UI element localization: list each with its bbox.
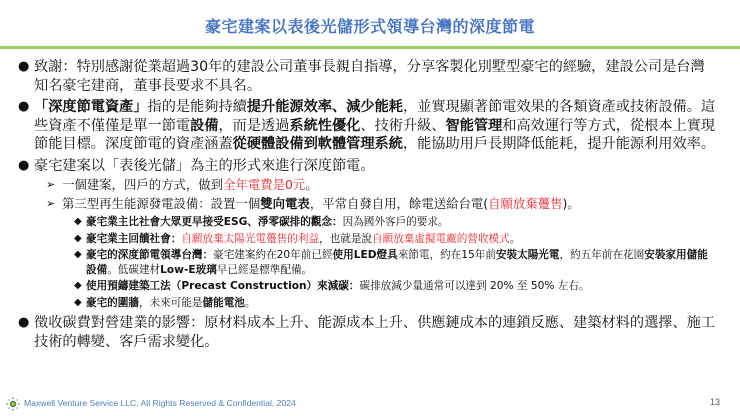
bullet-carbon-fee-impact [0, 314, 740, 351]
point-heading: 豪宅業主回饋社會： [86, 232, 182, 245]
emphasis-storage: 安裝家用儲能設備 [86, 249, 708, 276]
point-esg-adoption [0, 215, 740, 230]
highlight-waive-vpp: 自願放棄虛擬電廠的營收模式 [372, 232, 510, 245]
page-number: 13 [709, 397, 720, 407]
point-wall-battery [0, 296, 740, 311]
text-segment: 。 [509, 232, 521, 245]
emphasis-led: 使用LED燈具 [332, 249, 398, 261]
text-segment: 早已經是標準配備。 [216, 263, 313, 276]
text-segment: 一個建案，四戶的方式，做到 [62, 177, 224, 192]
company-logo-icon [6, 397, 20, 411]
emphasis-smart-management: 智能管理 [445, 117, 503, 134]
text-segment: 。 [244, 296, 256, 309]
point-give-back [0, 232, 740, 247]
text-segment: 、技術升級、 [360, 117, 446, 134]
sub-bullet-bidirectional-meter [0, 195, 740, 213]
text-segment: 。 [305, 177, 318, 192]
text-segment: )。 [562, 195, 580, 211]
text-segment: ，能協助用戶長期降低能耗，提升能源利用效率。 [402, 136, 716, 152]
emphasis-hardware-to-software: 從硬體設備到軟體管理系統 [232, 136, 403, 152]
bullet-icon: ● [18, 99, 30, 114]
bullet-acknowledgement [0, 58, 740, 95]
text-segment: 碳排放減少量通常可以達到 20% 至 50% 左右。 [359, 280, 590, 292]
emphasis-low-e: Low-E玻璃 [160, 263, 217, 276]
text-segment: ，約五年前在花園 [559, 249, 645, 261]
text-segment: ，平常自發自用，餘電送給台電( [309, 195, 489, 211]
point-heading: 豪宅的深度節電領導台灣： [86, 249, 214, 261]
arrow-icon: ➢ [46, 196, 56, 210]
highlight-zero-bill: 全年電費是0元 [223, 177, 306, 192]
bullet-icon: ● [18, 157, 30, 173]
diamond-icon: ◆ [74, 216, 82, 227]
diamond-icon: ◆ [74, 280, 82, 291]
slide-title: 豪宅建案以表後光儲形式領導台灣的深度節電 [204, 17, 535, 36]
text-segment: 指的是能夠持續 [147, 99, 247, 115]
text-segment: 豪宅建案約在20年前已經 [213, 249, 333, 261]
text-segment: 和高效運行等方式，從根本上實現節能目標。深度節電的資產涵蓋 [34, 117, 716, 152]
bullet-text: 豪宅建案以「表後光儲」為主的形式來進行深度節電。 [34, 157, 375, 174]
bullet-text: 致謝：特別感謝從業超過30年的建設公司董事長親自指導，分享客製化別墅型豪宅的經驗，建設公司是台灣知名豪宅建商，董事長要求不具名。 [34, 59, 705, 94]
bullet-icon: ● [18, 59, 30, 74]
bullet-deep-saving-assets [0, 98, 740, 154]
text-segment: 來節電，約在15年前 [397, 249, 496, 261]
copyright-text: Maxwell Venture Service LLC, All Rights Reserved & Confidential, 2024 [24, 398, 296, 408]
bullet-icon: ● [18, 315, 30, 330]
emphasis-efficiency: 提升能源效率 [246, 99, 332, 115]
bullet-text: 徵收碳費對營建業的影響：原材料成本上升、能源成本上升、供應鏈成本的連鎖反應、建築材料的選擇、施工技術的轉變、客戶需求變化。 [34, 315, 716, 350]
text-segment: ，而是透過 [218, 117, 290, 134]
emphasis-equipment: 設備 [190, 117, 219, 134]
diamond-icon: ◆ [74, 296, 82, 308]
text-segment: 因為國外客戶的要求。 [342, 216, 449, 228]
slide-footer [0, 396, 740, 416]
emphasis-solar: 安裝太陽光電 [495, 249, 560, 261]
point-heading: 使用預鑄建築工法（Precast Construction）來減碳： [86, 280, 360, 292]
highlight-waive-profit: 自願放棄太陽光電躉售的利益 [181, 232, 320, 245]
text-segment: ，未來可能是 [138, 296, 203, 309]
text-segment: ，並實現顯著節電效果的各類資產或技術設備。這些資產不僅僅是單一節電 [34, 99, 716, 134]
point-precast [0, 279, 740, 294]
arrow-icon: ➢ [46, 178, 56, 191]
slide-header [0, 0, 740, 48]
title-divider [0, 46, 740, 49]
text-segment: 。低碳建材 [107, 263, 161, 276]
emphasis-battery: 儲能電池 [202, 296, 245, 309]
diamond-icon: ◆ [74, 249, 82, 260]
point-heading: 豪宅的圍牆 [86, 296, 139, 309]
text-segment: 第三型再生能源發電設備：設置一個 [62, 195, 261, 211]
diamond-icon: ◆ [74, 232, 82, 244]
sub-bullet-zero-bill [0, 176, 740, 194]
term-deep-saving-assets: 「深度節電資產」 [34, 99, 148, 115]
point-heading: 豪宅業主比社會大眾更早接受ESG、淨零碳排的觀念： [86, 216, 343, 228]
bullet-behind-meter-storage [0, 157, 740, 176]
emphasis-reduce-consumption: 減少能耗 [346, 99, 403, 115]
slide-body [0, 58, 740, 354]
text-segment: 、 [331, 99, 347, 115]
text-segment: ，也就是說 [319, 232, 373, 245]
emphasis-system-optimization: 系統性優化 [289, 117, 361, 134]
highlight-waive-feed-in: 自願放棄躉售 [488, 195, 563, 211]
emphasis-bidirectional-meter: 雙向電表 [260, 195, 310, 211]
point-leadership [0, 248, 740, 277]
